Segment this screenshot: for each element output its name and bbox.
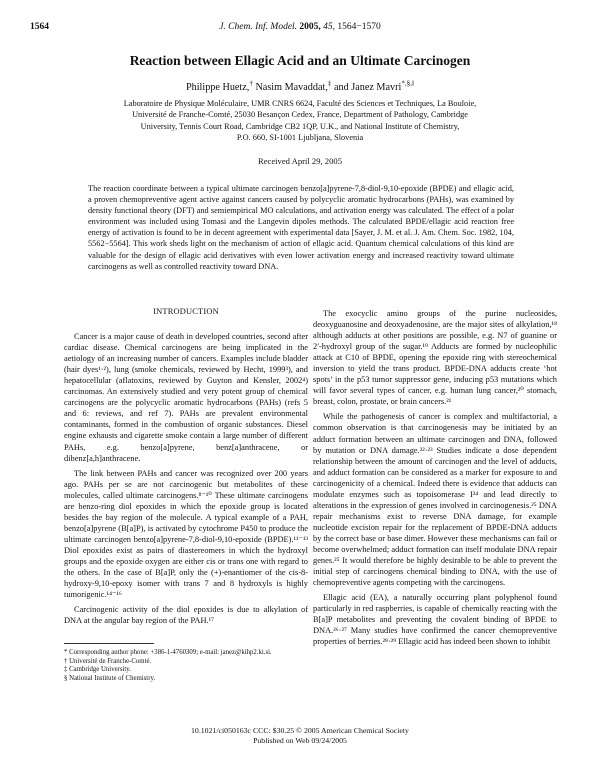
doi-line: 10.1021/ci050163c CCC: $30.25 © 2005 American Chemical Society <box>191 726 409 735</box>
page-number: 1564 <box>30 22 49 32</box>
author-mark: *,§,‖ <box>401 79 415 88</box>
author-mark: † <box>249 79 253 88</box>
author-name: and Janez Mavri <box>334 82 402 93</box>
paragraph: Cancer is a major cause of death in developed countries, second after cardiac disease. Chemical carcinogens are being implicated in the aetiology of an increasing number of cancers. Examples include bladder (hair dyes¹·²), lung (smoke chemicals, reviewed by Hecht, 1999³), and hepatocellular (aflatoxins, reviewed by Guyton and Kensler, 2002⁴) carcinomas. An extensively studied and very potent group of chemical carcinogens are the polycyclic aromatic hydrocarbons (PAHs) (refs 5 and 6: reviews, and ref 7). PAHs are prevalent environmental contaminants, formed in the combustion of organic substances. Diesel engine exhausts and cigarette smoke contain a large number of different PAHs, e.g. benzo[a]pyrene, benz[a]anthracene, or dibenz[a,h]anthracene. <box>64 332 308 463</box>
journal-pages: 1564−1570 <box>337 22 381 32</box>
footnote: † Université de Franche-Comté. <box>64 657 152 665</box>
journal-citation <box>30 22 570 32</box>
affiliation-line: Laboratoire de Physique Moléculaire, UMR CNRS 6624, Faculté des Sciences et Techniques, La Bouloie, <box>123 99 477 108</box>
journal-volume: 45, <box>323 22 336 32</box>
footnote: § National Institute of Chemistry. <box>64 674 156 682</box>
journal-year: 2005, <box>299 22 321 32</box>
published-line: Published on Web 09/24/2005 <box>253 736 347 745</box>
author-name: Nasim Mavaddat, <box>255 82 328 93</box>
affiliation-line: University, Tennis Court Road, Cambridge CB2 1QP, U.K., and National Institute of Chemistry, <box>140 121 460 131</box>
footnotes <box>64 643 308 683</box>
running-header <box>30 22 570 38</box>
publication-footer <box>30 726 570 746</box>
footnote: * Corresponding author phone: +386-1-4760309; e-mail: janez@kihp2.ki.si. <box>64 649 272 656</box>
paragraph: The link between PAHs and cancer was recognized over 200 years ago. PAHs per se are not carcinogenic but metabolites of these molecules, called ultimate carcinogens.⁸⁻¹⁰ These ultimate carcinogens are benzo-ring diol epoxides in which the epoxide group is located besides the bay region of the molecule. A typical example of a PAH, benzo[a]pyrene (B[a]P), is activated by cytochrome P450 to produce the ultimate carcinogen benzo[a]pyrene-7,8-diol-9,10-epoxide (BPDE).¹¹⁻¹³ Diol epoxides exist as pairs of diastereomers in which the hydroxyl groups and the epoxide oxygen are either cis or trans one with regard to the others. In the case of B[a]P, only the (+)-enantiomer of the cis-8-hydroxy-9,10-epoxy isomer with trans 7 and 8 hydroxyls is highly tumorigenic.¹⁴⁻¹⁶ <box>64 468 308 600</box>
right-column <box>313 308 557 651</box>
paragraph: Carcinogenic activity of the diol epoxides is due to alkylation of DNA at the angular bay region of the PAH.¹⁷ <box>64 605 308 626</box>
affiliation-line: P.O. 660, SI-1001 Ljubljana, Slovenia <box>236 133 364 143</box>
affiliation-line: Université de Franche-Comté, 25030 Besançon Cedex, France, Department of Pathology, Cambridge <box>132 110 468 120</box>
footnote: ‡ Cambridge University. <box>64 666 131 674</box>
author-mark: ‡ <box>327 79 332 88</box>
left-column <box>64 306 308 630</box>
paragraph: Ellagic acid (EA), a naturally occurring plant polyphenol found particularly in red raspberries, is capable of chemically reacting with the B[a]P metabolites and preventing the covalent binding of BPDE to DNA.²⁶·²⁷ Many studies have confirmed the cancer chemopreventive properties of berries.²⁸·²⁹ Ellagic acid has indeed been shown to inhibit <box>313 593 557 647</box>
received-date: Received April 29, 2005 <box>257 156 342 166</box>
author-name: Philippe Huetz, <box>185 82 250 93</box>
author-list <box>30 79 570 93</box>
footnote-rule <box>64 643 154 644</box>
section-heading: INTRODUCTION <box>153 307 219 316</box>
journal-name: J. Chem. Inf. Model. <box>219 22 298 32</box>
paragraph: While the pathogenesis of cancer is complex and multifactorial, a common observation is that carcinogenesis may be initiated by an adduct formation between an ultimate carcinogen and DNA, followed by mutation or DNA damage.²²·²³ Studies indicate a dose dependent relationship between the amount of carcinogen and the level of adducts, and adduct formation can be considered as a marker for exposure to and carcinogenicity of a chemical. Indeed there is evidence that adducts can modulate enzymes such as topoisomerase I²⁴ and lead directly to alterations in the expression of genes involved in carcinogenesis.²⁵ DNA repair mechanisms exist to reverse DNA damage, for example nucleotide excision repair for the replacement of BPDE-DNA adducts by the correct base or base dimer. However these mechanisms can fail or become overwhelmed; adduct formation can itself modulate DNA repair genes.²⁵ It would therefore be highly desirable to be able to prevent the initial step of carcinogens chemical binding to DNA, with the use of chemopreventive agents competing with the carcinogens. <box>313 412 557 588</box>
paragraph: The exocyclic amino groups of the purine nucleosides, deoxyguanosine and deoxyadenosine, are the major sites of alkylation,¹⁸ although adducts at other positions are possible, e.g. N7 of guanine or 2′-hydroxyl group of the sugar.¹⁹ Adducts are formed by nucleophilic attack at C10 of BPDE, opening the epoxide ring with stereochemical inversion to yield the trans product. BPDE-DNA adducts create ‘hot spots’ in the p53 tumor suppressor gene, inducing p53 mutations which will favor several types of cancer, e.g. human lung cancer,²⁰ stomach, breast, colon, prostate, or brain cancers.²¹ <box>313 309 557 407</box>
affiliations <box>78 98 522 144</box>
article-title: Reaction between Ellagic Acid and an Ultimate Carcinogen <box>129 53 471 68</box>
abstract: The reaction coordinate between a typical ultimate carcinogen benzo[a]pyrene-7,8-diol-9,10-epoxide (BPDE) and ellagic acid, a proven chemopreventive agent active against cancers caused by polycyclic aromatic hydrocarbons (PAHs), was examined by density functional theory (DFT) and semiempirical MO calculations, and activation energy was calculated. The effect of a polar environment was included using Tomasi and the Langevin dipoles methods. The calculated BPDE/ellagic acid reaction free energy of activation is found to be in decent agreement with experimental data [Sayer, J. M. et al. J. Am. Chem. Soc. 1982, 104, 5562−5564]. This work sheds light on the mechanism of action of ellagic acid. Quantum chemical calculations of this kind are valuable for the design of ellagic acid derivatives with even lower activation energy and increased reactivity toward ultimate carcinogens as well as controlled reactivity toward DNA. <box>88 184 514 271</box>
